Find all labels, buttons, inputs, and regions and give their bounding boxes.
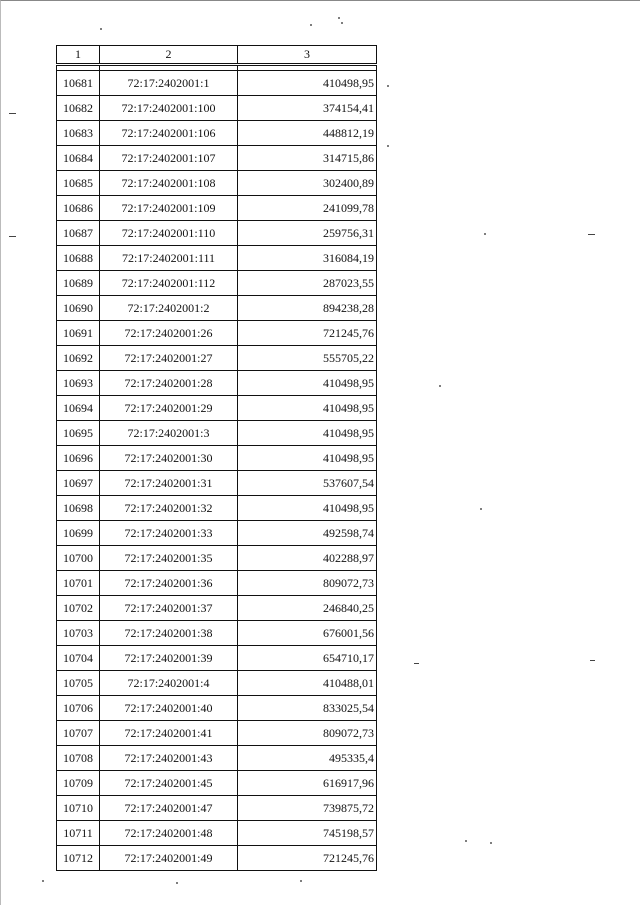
- cadastral-number-cell: 72:17:2402001:112: [100, 271, 238, 296]
- value-cell: 410498,95: [238, 396, 377, 421]
- column-header-1: 1: [57, 46, 100, 65]
- scan-mark: [9, 236, 16, 237]
- table-row: [57, 296, 377, 321]
- cadastral-number-cell: 72:17:2402001:106: [100, 121, 238, 146]
- cadastral-number-cell: 72:17:2402001:107: [100, 146, 238, 171]
- cadastral-number-cell: 72:17:2402001:38: [100, 621, 238, 646]
- row-number-cell: 10691: [57, 321, 100, 346]
- cadastral-number-cell: 72:17:2402001:29: [100, 396, 238, 421]
- cadastral-number-cell: 72:17:2402001:43: [100, 746, 238, 771]
- scan-mark: [9, 113, 16, 114]
- row-number-cell: 10696: [57, 446, 100, 471]
- value-cell: 721245,76: [238, 846, 377, 871]
- table-row: [57, 246, 377, 271]
- table-header-row: [57, 46, 377, 65]
- table-row: [57, 796, 377, 821]
- cadastral-number-cell: 72:17:2402001:49: [100, 846, 238, 871]
- value-cell: 410488,01: [238, 671, 377, 696]
- table-row: [57, 346, 377, 371]
- value-cell: 410498,95: [238, 71, 377, 96]
- scan-speck: [300, 880, 302, 882]
- row-number-cell: 10681: [57, 71, 100, 96]
- table-row: [57, 146, 377, 171]
- cadastral-number-cell: 72:17:2402001:28: [100, 371, 238, 396]
- row-number-cell: 10712: [57, 846, 100, 871]
- row-number-cell: 10693: [57, 371, 100, 396]
- row-number-cell: 10688: [57, 246, 100, 271]
- column-header-3: 3: [238, 46, 377, 65]
- cadastral-number-cell: 72:17:2402001:45: [100, 771, 238, 796]
- scan-speck: [341, 22, 343, 24]
- value-cell: 287023,55: [238, 271, 377, 296]
- scan-speck: [465, 840, 467, 842]
- cadastral-number-cell: 72:17:2402001:35: [100, 546, 238, 571]
- value-cell: 654710,17: [238, 646, 377, 671]
- row-number-cell: 10709: [57, 771, 100, 796]
- table-row: [57, 496, 377, 521]
- row-number-cell: 10683: [57, 121, 100, 146]
- value-cell: 241099,78: [238, 196, 377, 221]
- table-row: [57, 221, 377, 246]
- table-row: [57, 846, 377, 871]
- scan-speck: [176, 882, 178, 884]
- scan-speck: [100, 28, 102, 30]
- cadastral-number-cell: 72:17:2402001:37: [100, 596, 238, 621]
- data-table: [56, 45, 377, 871]
- table-row: [57, 471, 377, 496]
- value-cell: 259756,31: [238, 221, 377, 246]
- value-cell: 448812,19: [238, 121, 377, 146]
- scan-speck: [490, 842, 492, 844]
- value-cell: 410498,95: [238, 496, 377, 521]
- cadastral-number-cell: 72:17:2402001:108: [100, 171, 238, 196]
- cadastral-number-cell: 72:17:2402001:2: [100, 296, 238, 321]
- table-row: [57, 521, 377, 546]
- table-row: [57, 71, 377, 96]
- scan-speck: [310, 24, 312, 26]
- row-number-cell: 10695: [57, 421, 100, 446]
- table-row: [57, 821, 377, 846]
- value-cell: 676001,56: [238, 621, 377, 646]
- value-cell: 739875,72: [238, 796, 377, 821]
- value-cell: 302400,89: [238, 171, 377, 196]
- row-number-cell: 10690: [57, 296, 100, 321]
- value-cell: 374154,41: [238, 96, 377, 121]
- row-number-cell: 10686: [57, 196, 100, 221]
- cadastral-number-cell: 72:17:2402001:111: [100, 246, 238, 271]
- table-row: [57, 771, 377, 796]
- table-row: [57, 121, 377, 146]
- table-row: [57, 721, 377, 746]
- table-row: [57, 171, 377, 196]
- cadastral-number-cell: 72:17:2402001:36: [100, 571, 238, 596]
- table-row: [57, 271, 377, 296]
- cadastral-number-cell: 72:17:2402001:33: [100, 521, 238, 546]
- scan-speck: [387, 85, 389, 87]
- table-row: [57, 196, 377, 221]
- table-row: [57, 746, 377, 771]
- value-cell: 809072,73: [238, 721, 377, 746]
- row-number-cell: 10707: [57, 721, 100, 746]
- row-number-cell: 10704: [57, 646, 100, 671]
- row-number-cell: 10711: [57, 821, 100, 846]
- cadastral-number-cell: 72:17:2402001:100: [100, 96, 238, 121]
- table-row: [57, 696, 377, 721]
- cadastral-number-cell: 72:17:2402001:4: [100, 671, 238, 696]
- row-number-cell: 10710: [57, 796, 100, 821]
- value-cell: 316084,19: [238, 246, 377, 271]
- scan-mark: [588, 234, 595, 235]
- value-cell: 410498,95: [238, 421, 377, 446]
- table-row: [57, 421, 377, 446]
- table-row: [57, 321, 377, 346]
- value-cell: 492598,74: [238, 521, 377, 546]
- scan-mark: [590, 660, 595, 661]
- row-number-cell: 10700: [57, 546, 100, 571]
- cadastral-number-cell: 72:17:2402001:32: [100, 496, 238, 521]
- cadastral-number-cell: 72:17:2402001:31: [100, 471, 238, 496]
- cadastral-number-cell: 72:17:2402001:3: [100, 421, 238, 446]
- scan-speck: [42, 880, 44, 882]
- scan-speck: [439, 385, 441, 387]
- cadastral-number-cell: 72:17:2402001:40: [100, 696, 238, 721]
- scan-mark: [414, 663, 419, 664]
- cadastral-number-cell: 72:17:2402001:47: [100, 796, 238, 821]
- row-number-cell: 10685: [57, 171, 100, 196]
- cadastral-number-cell: 72:17:2402001:26: [100, 321, 238, 346]
- cadastral-number-cell: 72:17:2402001:1: [100, 71, 238, 96]
- value-cell: 721245,76: [238, 321, 377, 346]
- row-number-cell: 10701: [57, 571, 100, 596]
- scan-speck: [387, 145, 389, 147]
- table-row: [57, 646, 377, 671]
- table-row: [57, 596, 377, 621]
- value-cell: 314715,86: [238, 146, 377, 171]
- value-cell: 745198,57: [238, 821, 377, 846]
- value-cell: 495335,4: [238, 746, 377, 771]
- table-row: [57, 546, 377, 571]
- table-row: [57, 571, 377, 596]
- value-cell: 537607,54: [238, 471, 377, 496]
- scan-speck: [484, 233, 486, 235]
- row-number-cell: 10703: [57, 621, 100, 646]
- cadastral-number-cell: 72:17:2402001:110: [100, 221, 238, 246]
- column-header-2: 2: [100, 46, 238, 65]
- row-number-cell: 10682: [57, 96, 100, 121]
- table-row: [57, 671, 377, 696]
- row-number-cell: 10692: [57, 346, 100, 371]
- cadastral-number-cell: 72:17:2402001:41: [100, 721, 238, 746]
- value-cell: 246840,25: [238, 596, 377, 621]
- table-row: [57, 396, 377, 421]
- cadastral-number-cell: 72:17:2402001:39: [100, 646, 238, 671]
- value-cell: 402288,97: [238, 546, 377, 571]
- row-number-cell: 10697: [57, 471, 100, 496]
- scan-speck: [480, 508, 482, 510]
- row-number-cell: 10702: [57, 596, 100, 621]
- cadastral-number-cell: 72:17:2402001:48: [100, 821, 238, 846]
- row-number-cell: 10687: [57, 221, 100, 246]
- value-cell: 894238,28: [238, 296, 377, 321]
- row-number-cell: 10694: [57, 396, 100, 421]
- table-body: [57, 65, 377, 871]
- value-cell: 410498,95: [238, 371, 377, 396]
- row-number-cell: 10706: [57, 696, 100, 721]
- value-cell: 809072,73: [238, 571, 377, 596]
- value-cell: 410498,95: [238, 446, 377, 471]
- table-row: [57, 96, 377, 121]
- scan-speck: [338, 17, 340, 19]
- table-row: [57, 371, 377, 396]
- row-number-cell: 10699: [57, 521, 100, 546]
- value-cell: 616917,96: [238, 771, 377, 796]
- value-cell: 833025,54: [238, 696, 377, 721]
- row-number-cell: 10689: [57, 271, 100, 296]
- value-cell: 555705,22: [238, 346, 377, 371]
- row-number-cell: 10698: [57, 496, 100, 521]
- row-number-cell: 10684: [57, 146, 100, 171]
- table-row: [57, 621, 377, 646]
- table-row: [57, 446, 377, 471]
- row-number-cell: 10705: [57, 671, 100, 696]
- cadastral-number-cell: 72:17:2402001:27: [100, 346, 238, 371]
- cadastral-number-cell: 72:17:2402001:30: [100, 446, 238, 471]
- cadastral-number-cell: 72:17:2402001:109: [100, 196, 238, 221]
- row-number-cell: 10708: [57, 746, 100, 771]
